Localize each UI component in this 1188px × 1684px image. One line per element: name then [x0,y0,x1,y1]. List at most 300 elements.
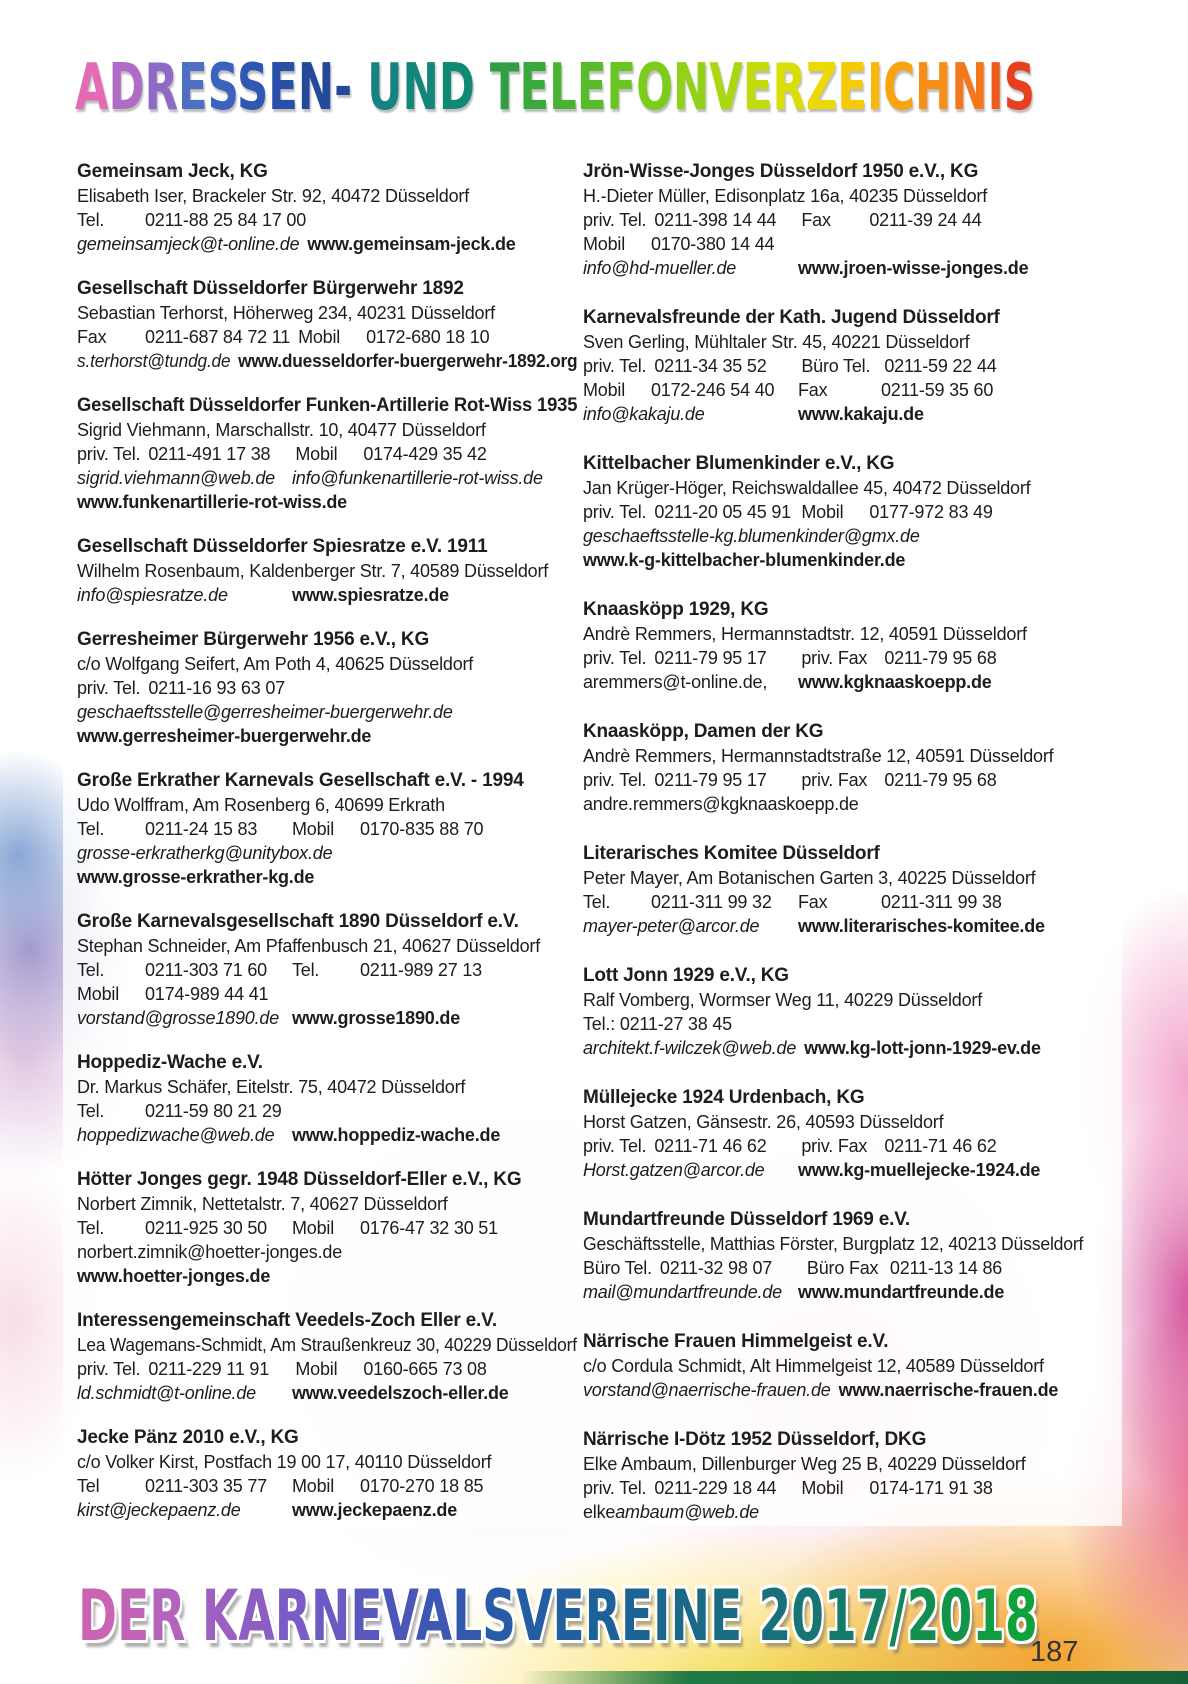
text-segment: Horst Gatzen, Gänsestr. 26, 40593 Düsseldorf [583,1112,944,1132]
entry-line [77,700,577,724]
text-segment: 0211-303 71 60 [145,960,267,980]
title-letter: S [482,1575,517,1657]
title-letter: 1 [823,1575,857,1657]
text-segment: priv. Tel. [583,502,647,522]
email-text: architekt.f-wilczek@web.de [583,1038,797,1058]
title-letter: A [75,51,109,125]
directory-entry [583,1208,1083,1304]
entry-name: Gesellschaft Düsseldorfer Bürgerwehr 1892 [77,278,464,299]
entry-line [583,354,1083,378]
text-segment: Mobil [298,327,341,347]
text-segment: Mobil [295,444,338,464]
text-segment: Tel. [77,1101,105,1121]
entry-name: Närrische Frauen Himmelgeist e.V. [583,1331,889,1352]
entry-line [77,982,577,1006]
title-letter: L [452,1575,483,1657]
title-letter: E [350,1575,383,1657]
page-title-bottom-text [78,1577,1038,1655]
text-segment: Jan Krüger-Höger, Reichswaldallee 45, 40472 Düsseldorf [583,478,1031,498]
text-segment: Wilhelm Rosenbaum, Kaldenberger Str. 7, 40589 Düsseldorf [77,561,549,581]
text-segment: 0160-665 73 08 [363,1359,487,1379]
website-text: www.hoetter-jonges.de [77,1266,271,1286]
text-segment: 0174-989 44 41 [145,984,269,1004]
title-letter: T [489,51,520,125]
text-segment: 0211-491 17 38 [148,444,271,464]
entry-name: Jecke Pänz 2010 e.V., KG [77,1427,299,1448]
text-segment: priv. Tel. [583,648,647,668]
website-text: www.funkenartillerie-rot-wiss.de [77,492,347,512]
website-text: www.hoppediz-wache.de [292,1125,501,1145]
email-text: hoppedizwache@web.de [77,1125,275,1145]
text-segment: Andrè Remmers, Hermannstadtstr. 12, 40591 Düsseldorf [583,624,1027,644]
text-segment: Tel. [583,892,611,912]
text-segment: 0211-16 93 63 07 [148,678,285,698]
text-segment: Tel. [77,960,105,980]
title-letter: N [297,51,335,125]
title-letter: F [606,51,637,125]
text-segment: 0211-687 84 72 11 [145,327,291,347]
entry-name: Knaasköpp 1929, KG [583,599,769,620]
email-text: sigrid.viehmann@web.de [77,468,275,488]
text-segment: Tel. [77,210,105,230]
entry-line [583,866,1083,890]
directory-entry [583,160,1083,280]
text-segment: 0211-229 11 91 [148,1359,270,1379]
text-segment: 0211-79 95 17 [654,770,767,790]
title-letter: D [78,1575,118,1657]
entry-line [77,1498,577,1522]
website-text: www.spiesratze.de [292,585,449,605]
title-letter: L [549,51,577,125]
text-segment: 0174-429 35 42 [363,444,487,464]
title-letter: N [310,1575,351,1657]
website-text: www.naerrische-frauen.de [838,1380,1059,1400]
text-segment: 0174-171 91 38 [869,1478,993,1498]
text-segment: priv. Tel. [77,678,141,698]
title-letter: 2 [906,1575,940,1657]
title-letter: 0 [939,1575,973,1657]
text-segment: Sigrid Viehmann, Marschallstr. 10, 40477 Düsseldorf [77,420,486,440]
text-segment: Lea Wagemans-Schmidt, Am Straußenkreuz 30, 40229 Düsseldorf [77,1335,577,1355]
email-text: info@kakaju.de [583,404,705,424]
entry-line [77,466,577,490]
page-title-bottom [78,1577,1188,1655]
text-segment: 0211-13 14 86 [889,1258,1003,1278]
title-letter [475,51,490,125]
title-letter [185,1575,201,1657]
directory-entry [77,535,577,607]
title-letter: E [178,51,208,125]
text-segment: Büro Tel. [801,356,871,376]
text-segment: 0176-47 32 30 51 [360,1218,498,1238]
entry-line [77,325,577,349]
entry-line [77,1333,577,1357]
text-segment: priv. Tel. [583,356,647,376]
entry-line [583,402,1083,426]
title-letter: V [382,1575,416,1657]
title-letter: V [516,1575,553,1657]
title-letter: 8 [1004,1575,1038,1657]
title-letter: I [653,1575,671,1657]
text-segment: 0211-229 18 44 [654,1478,777,1498]
title-letter: E [268,51,298,125]
title-letter: E [620,1575,654,1657]
text-segment: 0211-88 25 84 17 00 [145,210,307,230]
title-letter: - [334,51,353,125]
entry-name: Große Karnevalsgesellschaft 1890 Düsseldorf e.V. [77,911,519,932]
title-letter: E [117,1575,150,1657]
entry-name: Jrön-Wisse-Jonges Düsseldorf 1950 e.V., KG [583,161,979,182]
directory-entry [77,1168,577,1288]
entry-line [77,184,577,208]
entry-name: Lott Jonn 1929 e.V., KG [583,965,789,986]
title-letter: I [987,51,1004,125]
text-segment: 0211-311 99 32 [651,892,772,912]
entry-line [77,583,577,607]
website-text: www.k-g-kittelbacher-blumenkinder.de [583,550,906,570]
entry-line [77,652,577,676]
entry-line [77,1006,577,1030]
entry-name: Kittelbacher Blumenkinder e.V., KG [583,453,895,474]
text-segment: 0211-59 35 60 [881,380,994,400]
title-letter: V [709,51,743,125]
entry-line [583,1452,1083,1476]
text-segment: 0170-835 88 70 [360,819,484,839]
title-letter: N [951,51,988,125]
entry-line [77,1474,577,1498]
entry-line [77,724,577,748]
email-text: vorstand@grosse1890.de [77,1008,280,1028]
title-letter: I [867,51,884,125]
entry-line [583,670,1083,694]
entry-name: Große Erkrather Karnevals Gesellschaft e.V. - 1994 [77,770,524,791]
directory-entry [77,277,577,373]
entry-name: Knaasköpp, Damen der KG [583,721,824,742]
text-segment: Mobil [583,380,626,400]
text-segment: elke [583,1502,616,1522]
text-segment: 0211-303 35 77 [145,1476,267,1496]
entry-name: Gemeinsam Jeck, KG [77,161,268,182]
website-text: www.kakaju.de [798,404,924,424]
title-letter: H [915,51,952,125]
entry-line [583,256,1083,280]
title-letter: S [207,51,237,125]
email-text: ld.schmidt@t-online.de [77,1383,256,1403]
text-segment: Sebastian Terhorst, Höherweg 234, 40231 Düsseldorf [77,303,495,323]
text-segment: Büro Fax [806,1258,879,1278]
website-text: www.grosse1890.de [292,1008,461,1028]
entry-line [583,792,1083,816]
website-text: www.jroen-wisse-jonges.de [798,258,1029,278]
entry-line [583,208,1083,232]
website-text: www.veedelszoch-eller.de [292,1383,509,1403]
entry-line [77,559,577,583]
text-segment: Mobil [801,1478,844,1498]
directory-entry [583,1330,1083,1402]
title-letter: K [201,1575,239,1657]
entry-line [583,1354,1083,1378]
text-segment: Mobil [77,984,120,1004]
title-letter: E [519,51,550,125]
email-text: mail@mundartfreunde.de [583,1282,782,1302]
title-letter: Z [805,51,838,125]
text-segment: 0172-680 18 10 [366,327,490,347]
directory-entry [583,306,1083,426]
website-text: www.gerresheimer-buergerwehr.de [77,726,372,746]
text-segment: 0211-32 98 07 [659,1258,773,1278]
title-letter: N [670,1575,710,1657]
title-letter: R [584,1575,621,1657]
entry-line [583,184,1083,208]
website-text: www.gemeinsam-jeck.de [307,234,516,254]
entry-line [583,330,1083,354]
entry-line [583,1110,1083,1134]
text-segment: Sven Gerling, Mühltaler Str. 45, 40221 Düsseldorf [583,332,970,352]
text-segment: 0211-79 95 17 [654,648,767,668]
text-segment: Udo Wolffram, Am Rosenberg 6, 40699 Erkrath [77,795,445,815]
text-segment: Stephan Schneider, Am Pfaffenbusch 21, 40627 Düsseldorf [77,936,540,956]
text-segment: 0211-71 46 62 [654,1136,767,1156]
entry-line [583,622,1083,646]
text-segment: aremmers@t-online.de, [583,672,768,692]
text-segment: Mobil [292,1476,335,1496]
text-segment: Mobil [295,1359,338,1379]
entry-line [583,1134,1083,1158]
entry-line [583,500,1083,524]
entry-line [77,442,577,466]
entry-line [583,524,1083,548]
text-segment: 0177-972 83 49 [869,502,993,522]
website-text: www.kg-lott-jonn-1929-ev.de [804,1038,1041,1058]
text-segment: priv. Tel. [583,770,647,790]
text-segment: 0211-925 30 50 [145,1218,267,1238]
entry-line [77,1450,577,1474]
title-letter: 7 [856,1575,890,1657]
page-title-top-text [75,52,1035,124]
entry-line [583,914,1083,938]
title-letter: E [576,51,607,125]
text-segment: c/o Cordula Schmidt, Alt Himmelgeist 12, 40589 Düsseldorf [583,1356,1044,1376]
text-segment: Fax [77,327,107,347]
email-text: s.terhorst@tundg.de [77,351,231,371]
email-text: mayer-peter@arcor.de [583,916,760,936]
text-segment: 0211-79 95 68 [884,770,997,790]
email-text: vorstand@naerrische-frauen.de [583,1380,831,1400]
title-letter: N [672,51,710,125]
title-letter: 2 [758,1575,792,1657]
entry-line [77,958,577,982]
directory-column-left [77,160,577,1543]
entry-line [77,1123,577,1147]
entry-line [77,817,577,841]
text-segment: Ralf Vomberg, Wormser Weg 11, 40229 Düsseldorf [583,990,982,1010]
entry-name: Interessengemeinschaft Veedels-Zoch Eller e.V. [77,1310,497,1331]
text-segment: Fax [798,892,828,912]
directory-entry [77,394,577,514]
entry-name: Literarisches Komitee Düsseldorf [583,843,880,864]
text-segment: Tel. [77,819,105,839]
text-segment: 0211-79 95 68 [884,648,997,668]
text-segment: Tel.: 0211-27 38 45 [583,1014,732,1034]
text-segment: 0211-59 22 44 [884,356,997,376]
title-letter: / [889,1575,907,1657]
entry-line [77,490,577,514]
entry-line [583,1036,1083,1060]
directory-entry [583,1086,1083,1182]
text-segment: priv. Fax [801,770,868,790]
entry-line [583,1256,1083,1280]
title-letter: N [402,51,439,125]
entry-name: Gesellschaft Düsseldorfer Funken-Artillerie Rot-Wiss 1935 [77,395,578,416]
website-text: www.grosse-erkrather-kg.de [77,867,315,887]
entry-name: Karnevalsfreunde der Kath. Jugend Düsseldorf [583,307,1000,328]
entry-line [583,988,1083,1012]
entry-line [77,1357,577,1381]
email-text: gemeinsamjeck@t-online.de [77,234,300,254]
directory-entry [77,910,577,1030]
text-segment: Fax [801,210,831,230]
entry-line [583,1280,1083,1304]
entry-name: Mundartfreunde Düsseldorf 1969 e.V. [583,1209,911,1230]
title-letter: S [236,51,269,125]
entry-line [583,232,1083,256]
directory-entry [583,964,1083,1060]
text-segment: 0170-270 18 85 [360,1476,484,1496]
text-segment: Fax [798,380,828,400]
text-segment: Mobil [292,819,335,839]
text-segment: c/o Wolfgang Seifert, Am Poth 4, 40625 Düsseldorf [77,654,474,674]
directory-entry [77,1051,577,1147]
email-text: Horst.gatzen@arcor.de [583,1160,765,1180]
entry-name: Hoppediz-Wache e.V. [77,1052,263,1073]
title-letter: R [274,1575,311,1657]
text-segment: 0211-989 27 13 [360,960,482,980]
entry-line [77,1264,577,1288]
page-title-top [75,52,1188,124]
text-segment: 0211-24 15 83 [145,819,258,839]
directory-entry [583,452,1083,572]
entry-line [77,1192,577,1216]
text-segment: 0172-246 54 40 [651,380,775,400]
email-text: geschaeftsstelle@gerresheimer-buergerwehr.de [77,702,453,722]
text-segment: priv. Tel. [583,1478,647,1498]
entry-line [77,1075,577,1099]
text-segment: Tel [77,1476,100,1496]
entry-line [583,1476,1083,1500]
entry-name: Gesellschaft Düsseldorfer Spiesratze e.V. 1911 [77,536,488,557]
email-text: info@hd-mueller.de [583,258,737,278]
website-text: www.kg-muellejecke-1924.de [798,1160,1041,1180]
entry-line [77,1240,577,1264]
directory-entry [583,842,1083,938]
directory-entry [77,160,577,256]
title-letter: A [415,1575,453,1657]
text-segment: Mobil [292,1218,335,1238]
website-text: www.mundartfreunde.de [798,1282,1005,1302]
title-letter: A [238,1575,275,1657]
text-segment: Elke Ambaum, Dillenburger Weg 25 B, 40229 Düsseldorf [583,1454,1026,1474]
email-text: geschaeftsstelle-kg.blumenkinder@gmx.de [583,526,920,546]
text-segment: Norbert Zimnik, Nettetalstr. 7, 40627 Düsseldorf [77,1194,448,1214]
directory-entry [77,1309,577,1405]
text-segment: priv. Tel. [583,210,647,230]
text-segment: Dr. Markus Schäfer, Eitelstr. 75, 40472 Düsseldorf [77,1077,466,1097]
email-text: ambaum@web.de [615,1502,759,1522]
text-segment: 0211-39 24 44 [869,210,982,230]
email-text: kirst@jeckepaenz.de [77,1500,241,1520]
entry-line [583,1232,1084,1256]
text-segment: 0211-59 80 21 29 [145,1101,282,1121]
email-text: grosse-erkratherkg@unitybox.de [77,843,333,863]
directory-entry [583,598,1083,694]
website-text: www.kgknaaskoepp.de [798,672,992,692]
text-segment: Mobil [801,502,844,522]
entry-name: Närrische I-Dötz 1952 Düsseldorf, DKG [583,1429,927,1450]
title-letter: D [108,51,145,125]
entry-line [77,793,577,817]
entry-line [77,208,577,232]
entry-line [77,1381,577,1405]
title-letter: E [709,1575,743,1657]
entry-line [77,841,577,865]
entry-line [583,1500,1083,1524]
text-segment: 0211-398 14 44 [654,210,777,230]
page-number: 187 [1030,1636,1079,1668]
title-letter [352,51,367,125]
text-segment: Tel. [77,1218,105,1238]
text-segment: 0211-311 99 38 [881,892,1002,912]
website-text: www.jeckepaenz.de [292,1500,457,1520]
text-segment: 0211-34 35 52 [654,356,767,376]
entry-line [583,744,1083,768]
text-segment: Büro Tel. [583,1258,652,1278]
text-segment: Peter Mayer, Am Botanischen Garten 3, 40225 Düsseldorf [583,868,1036,888]
entry-name: Gerresheimer Bürgerwehr 1956 e.V., KG [77,629,430,650]
directory-entry [77,628,577,748]
title-letter: 1 [972,1575,1005,1657]
text-segment: Elisabeth Iser, Brackeler Str. 92, 40472 Düsseldorf [77,186,470,206]
directory-entry [583,1428,1083,1524]
email-text: info@funkenartillerie-rot-wiss.de [292,468,543,488]
text-segment: Geschäftsstelle, Matthias Förster, Burgplatz 12, 40213 Düsseldorf [583,1234,1084,1254]
title-letter: S [1003,51,1036,125]
entry-line [583,1378,1083,1402]
text-segment: andre.remmers@kgknaaskoepp.de [583,794,859,814]
title-letter: E [742,51,773,125]
text-segment: priv. Tel. [77,444,141,464]
directory-entry [77,1426,577,1522]
text-segment: Mobil [583,234,626,254]
title-letter: D [438,51,475,125]
text-segment: H.-Dieter Müller, Edisonplatz 16a, 40235 Düsseldorf [583,186,988,206]
title-letter: R [144,51,179,125]
entry-line [77,1099,577,1123]
text-segment: priv. Fax [801,648,868,668]
entry-name: Hötter Jonges gegr. 1948 Düsseldorf-Eller e.V., KG [77,1169,522,1190]
entry-line [583,548,1083,572]
entry-line [77,418,577,442]
title-letter: 0 [791,1575,824,1657]
text-segment: norbert.zimnik@hoetter-jonges.de [77,1242,343,1262]
directory-column-right [583,160,1083,1550]
text-segment: 0211-71 46 62 [884,1136,997,1156]
title-letter: R [149,1575,186,1657]
text-segment: 0170-380 14 44 [651,234,775,254]
title-letter: R [772,51,806,125]
title-letter: O [636,51,673,125]
title-letter: E [837,51,868,125]
title-letter: U [367,51,403,125]
